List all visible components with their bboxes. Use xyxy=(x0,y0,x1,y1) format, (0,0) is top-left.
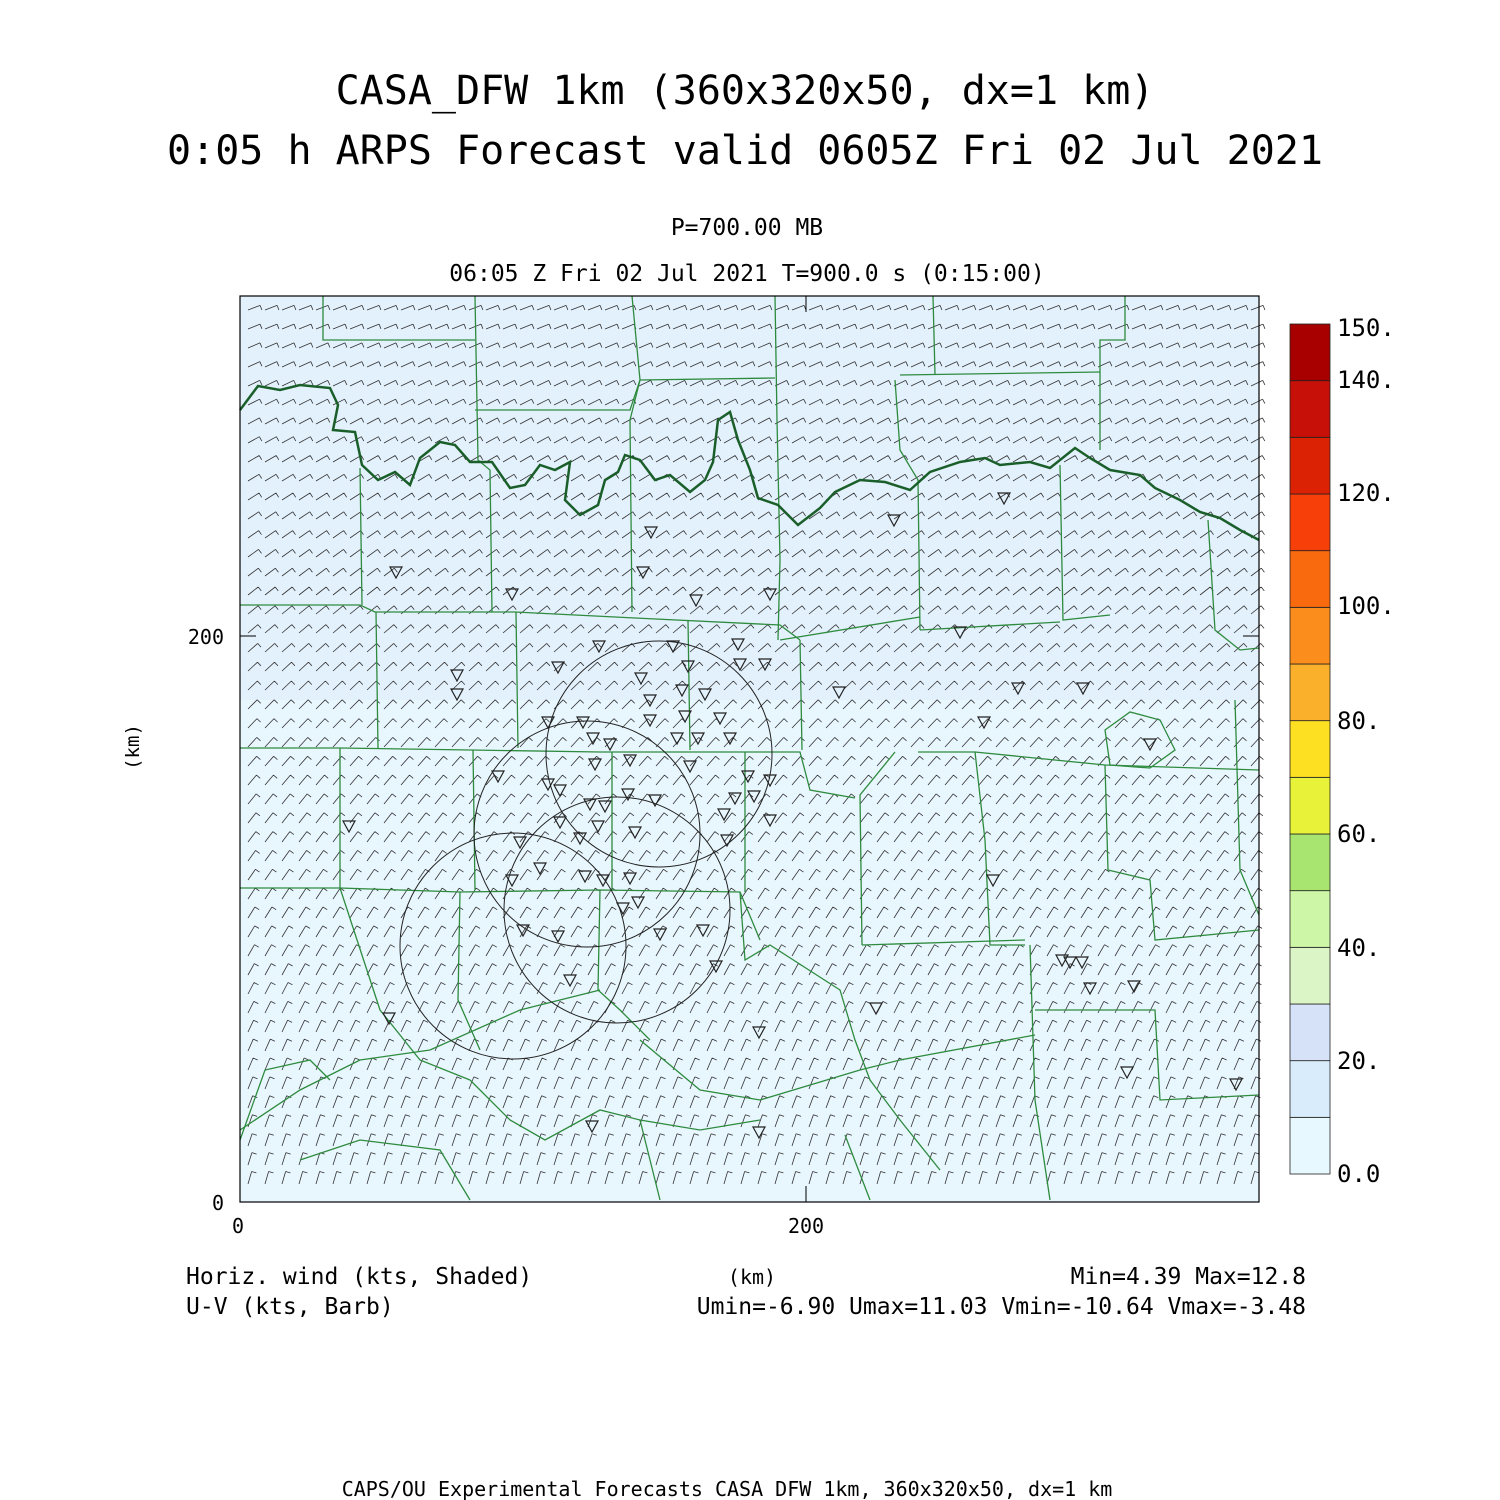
uv-stats: Umin=-6.90 Umax=11.03 Vmin=-10.64 Vmax=-3.48 xyxy=(696,1294,1306,1320)
title-line1: CASA_DFW 1km (360x320x50, dx=1 km) xyxy=(335,68,1155,114)
y-tick-label-200: 200 xyxy=(187,625,224,649)
colorbar-box xyxy=(1290,1004,1330,1061)
field-label-shaded: Horiz. wind (kts, Shaded) xyxy=(186,1264,533,1290)
colorbar-label-120: 120. xyxy=(1337,479,1395,507)
colorbar-box xyxy=(1290,324,1330,381)
colorbar-box xyxy=(1290,607,1330,664)
colorbar-box xyxy=(1290,891,1330,948)
colorbar-box xyxy=(1290,381,1330,438)
valid-time: 06:05 Z Fri 02 Jul 2021 T=900.0 s (0:15:00) xyxy=(449,261,1045,287)
colorbar-label-0: 0.0 xyxy=(1337,1160,1381,1188)
field-label-barb: U-V (kts, Barb) xyxy=(186,1294,394,1320)
colorbar-box xyxy=(1290,1061,1330,1118)
colorbar-box xyxy=(1290,437,1330,494)
colorbar-box xyxy=(1290,551,1330,608)
colorbar-box xyxy=(1290,777,1330,834)
colorbar-label-40: 40. xyxy=(1337,934,1381,962)
colorbar-label-100: 100. xyxy=(1337,592,1395,620)
x-tick-label-0: 0 xyxy=(231,1214,245,1238)
map-panel xyxy=(240,296,1265,1202)
colorbar-label-80: 80. xyxy=(1337,707,1381,735)
colorbar-label-60: 60. xyxy=(1337,820,1381,848)
colorbar-label-140: 140. xyxy=(1337,366,1395,394)
colorbar-box xyxy=(1290,947,1330,1004)
colorbar-box xyxy=(1290,1117,1330,1174)
colorbar-label-150: 150. xyxy=(1337,314,1395,342)
x-tick-label-200: 200 xyxy=(787,1214,825,1238)
minmax-stats: Min=4.39 Max=12.8 xyxy=(1070,1264,1306,1290)
colorbar-box xyxy=(1290,834,1330,891)
colorbar-labels xyxy=(1337,314,1395,1188)
x-axis-label: (km) xyxy=(727,1265,777,1289)
colorbar-box xyxy=(1290,494,1330,551)
pressure-level: P=700.00 MB xyxy=(670,215,824,241)
y-axis-label: (km) xyxy=(122,724,144,770)
title-line2: 0:05 h ARPS Forecast valid 0605Z Fri 02 Jul 2021 xyxy=(167,128,1323,174)
credit-line: CAPS/OU Experimental Forecasts CASA DFW 1km, 360x320x50, dx=1 km xyxy=(341,1477,1113,1500)
colorbar-label-20: 20. xyxy=(1337,1047,1381,1075)
colorbar xyxy=(1290,324,1330,1174)
y-tick-label-0: 0 xyxy=(211,1191,224,1215)
colorbar-box xyxy=(1290,664,1330,721)
colorbar-box xyxy=(1290,721,1330,778)
